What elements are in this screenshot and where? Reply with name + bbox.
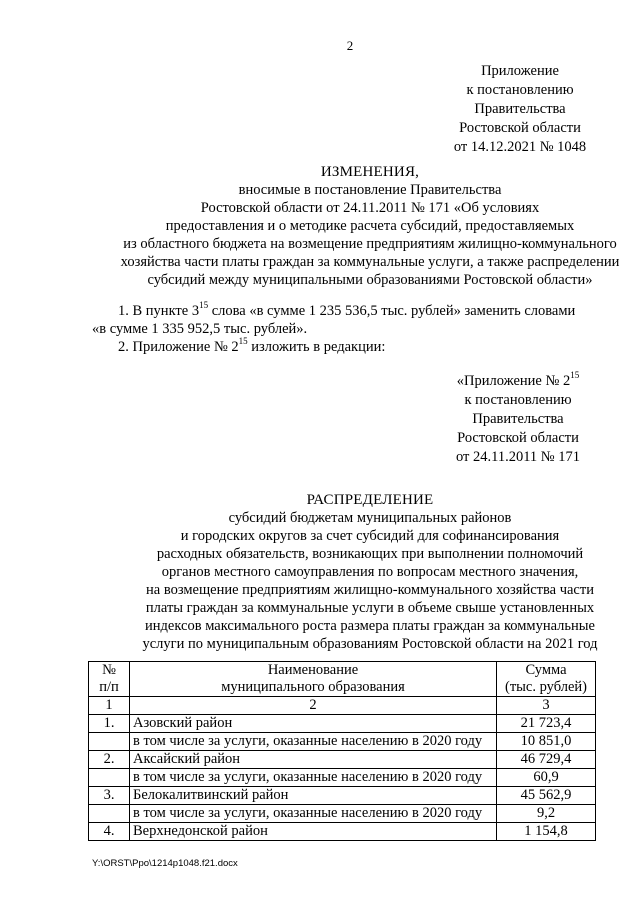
row-num [89, 769, 130, 787]
attachment-line: от 14.12.2021 № 1048 [453, 139, 587, 155]
row-sum: 46 729,4 [497, 751, 596, 769]
changes-line: субсидий между муниципальными образованиями Ростовской области» [147, 272, 593, 288]
distribution-line: услуги по муниципальным образованиям Ростовской области на 2021 год [142, 636, 598, 652]
row-name: Верхнедонской район [130, 823, 497, 841]
attachment-2-line: к постановлению [464, 392, 572, 408]
paragraph-1: 1. В пункте $3^{15}$ слова «в сумме 1 235 536,5 тыс. рублей» заменить словами [118, 300, 576, 319]
index-cell: 2 [130, 697, 497, 715]
table-index-row [89, 697, 596, 715]
table-row [89, 751, 596, 769]
changes-line: вносимые в постановление Правительства [238, 182, 502, 198]
row-sum: 9,2 [497, 805, 596, 823]
row-name: Белокалитвинский район [130, 787, 497, 805]
changes-line: хозяйства части платы граждан за коммунальные услуги, а также распределении [120, 254, 620, 270]
attachment-block [420, 62, 620, 157]
attachment-2-line: «Приложение № $2^{15}$ [456, 370, 580, 389]
attachment-2-line: Правительства [472, 411, 564, 427]
table-row [89, 733, 596, 751]
distribution-line: органов местного самоуправления по вопросам местного значения, [161, 564, 579, 580]
paragraph-2: 2. Приложение № $2^{15}$ изложить в редакции: [118, 336, 386, 355]
changes-line: из областного бюджета на возмещение предприятиям жилищно-коммунального [123, 236, 617, 252]
table-row [89, 805, 596, 823]
row-name: в том числе за услуги, оказанные населению в 2020 году [130, 769, 497, 787]
distribution-line: расходных обязательств, возникающих при выполнении полномочий [156, 546, 584, 562]
changes-title: ИЗМЕНЕНИЯ, [320, 164, 420, 180]
table-row [89, 787, 596, 805]
table-row [89, 715, 596, 733]
index-cell: 1 [89, 697, 130, 715]
row-num [89, 805, 130, 823]
row-name: в том числе за услуги, оказанные населению в 2020 году [130, 733, 497, 751]
changes-line: предоставления и о методике расчета субсидий, предоставляемых [165, 218, 575, 234]
changes-heading-block [70, 163, 640, 289]
attachment-2-line: Ростовской области [457, 430, 579, 446]
row-sum: 45 562,9 [497, 787, 596, 805]
attachment-line: Ростовской области [459, 120, 581, 136]
row-num: 1. [89, 715, 130, 733]
header-name: Наименование муниципального образования [130, 662, 497, 697]
page-number: 2 [346, 38, 354, 53]
attachment-line: Приложение [481, 63, 559, 79]
table-header-row [89, 662, 596, 697]
row-name: в том числе за услуги, оказанные населению в 2020 году [130, 805, 497, 823]
attachment-2-line: от 24.11.2011 № 171 [455, 449, 581, 465]
row-num: 2. [89, 751, 130, 769]
paragraph-1-continued: «в сумме 1 335 952,5 тыс. рублей». [92, 321, 308, 337]
distribution-table [88, 661, 596, 841]
table-row [89, 769, 596, 787]
row-sum: 60,9 [497, 769, 596, 787]
row-sum: 21 723,4 [497, 715, 596, 733]
distribution-heading-block [70, 491, 640, 653]
header-num: № п/п [89, 662, 130, 697]
row-name: Азовский район [130, 715, 497, 733]
distribution-title: РАСПРЕДЕЛЕНИЕ [306, 492, 434, 508]
distribution-line: платы граждан за коммунальные услуги в объеме свыше установленных [145, 600, 595, 616]
distribution-line: и городских округов за счет субсидий для софинансирования [180, 528, 560, 544]
attachment-line: Правительства [474, 101, 566, 117]
header-sum: Сумма (тыс. рублей) [497, 662, 596, 697]
body-paragraphs [92, 302, 612, 356]
row-num [89, 733, 130, 751]
row-sum: 1 154,8 [497, 823, 596, 841]
distribution-line: субсидий бюджетам муниципальных районов [228, 510, 512, 526]
row-sum: 10 851,0 [497, 733, 596, 751]
row-num: 3. [89, 787, 130, 805]
row-num: 4. [89, 823, 130, 841]
index-cell: 3 [497, 697, 596, 715]
row-name: Аксайский район [130, 751, 497, 769]
attachment-2-block [418, 372, 618, 467]
file-path-footer: Y:\ORST\Ppo\1214p1048.f21.docx [92, 858, 238, 869]
changes-line: Ростовской области от 24.11.2011 № 171 «Об условиях [200, 200, 540, 216]
distribution-line: на возмещение предприятиям жилищно-коммунального хозяйства части [146, 582, 594, 598]
attachment-line: к постановлению [466, 82, 574, 98]
distribution-line: индексов максимального роста размера платы граждан за коммунальные [145, 618, 595, 634]
table-row [89, 823, 596, 841]
